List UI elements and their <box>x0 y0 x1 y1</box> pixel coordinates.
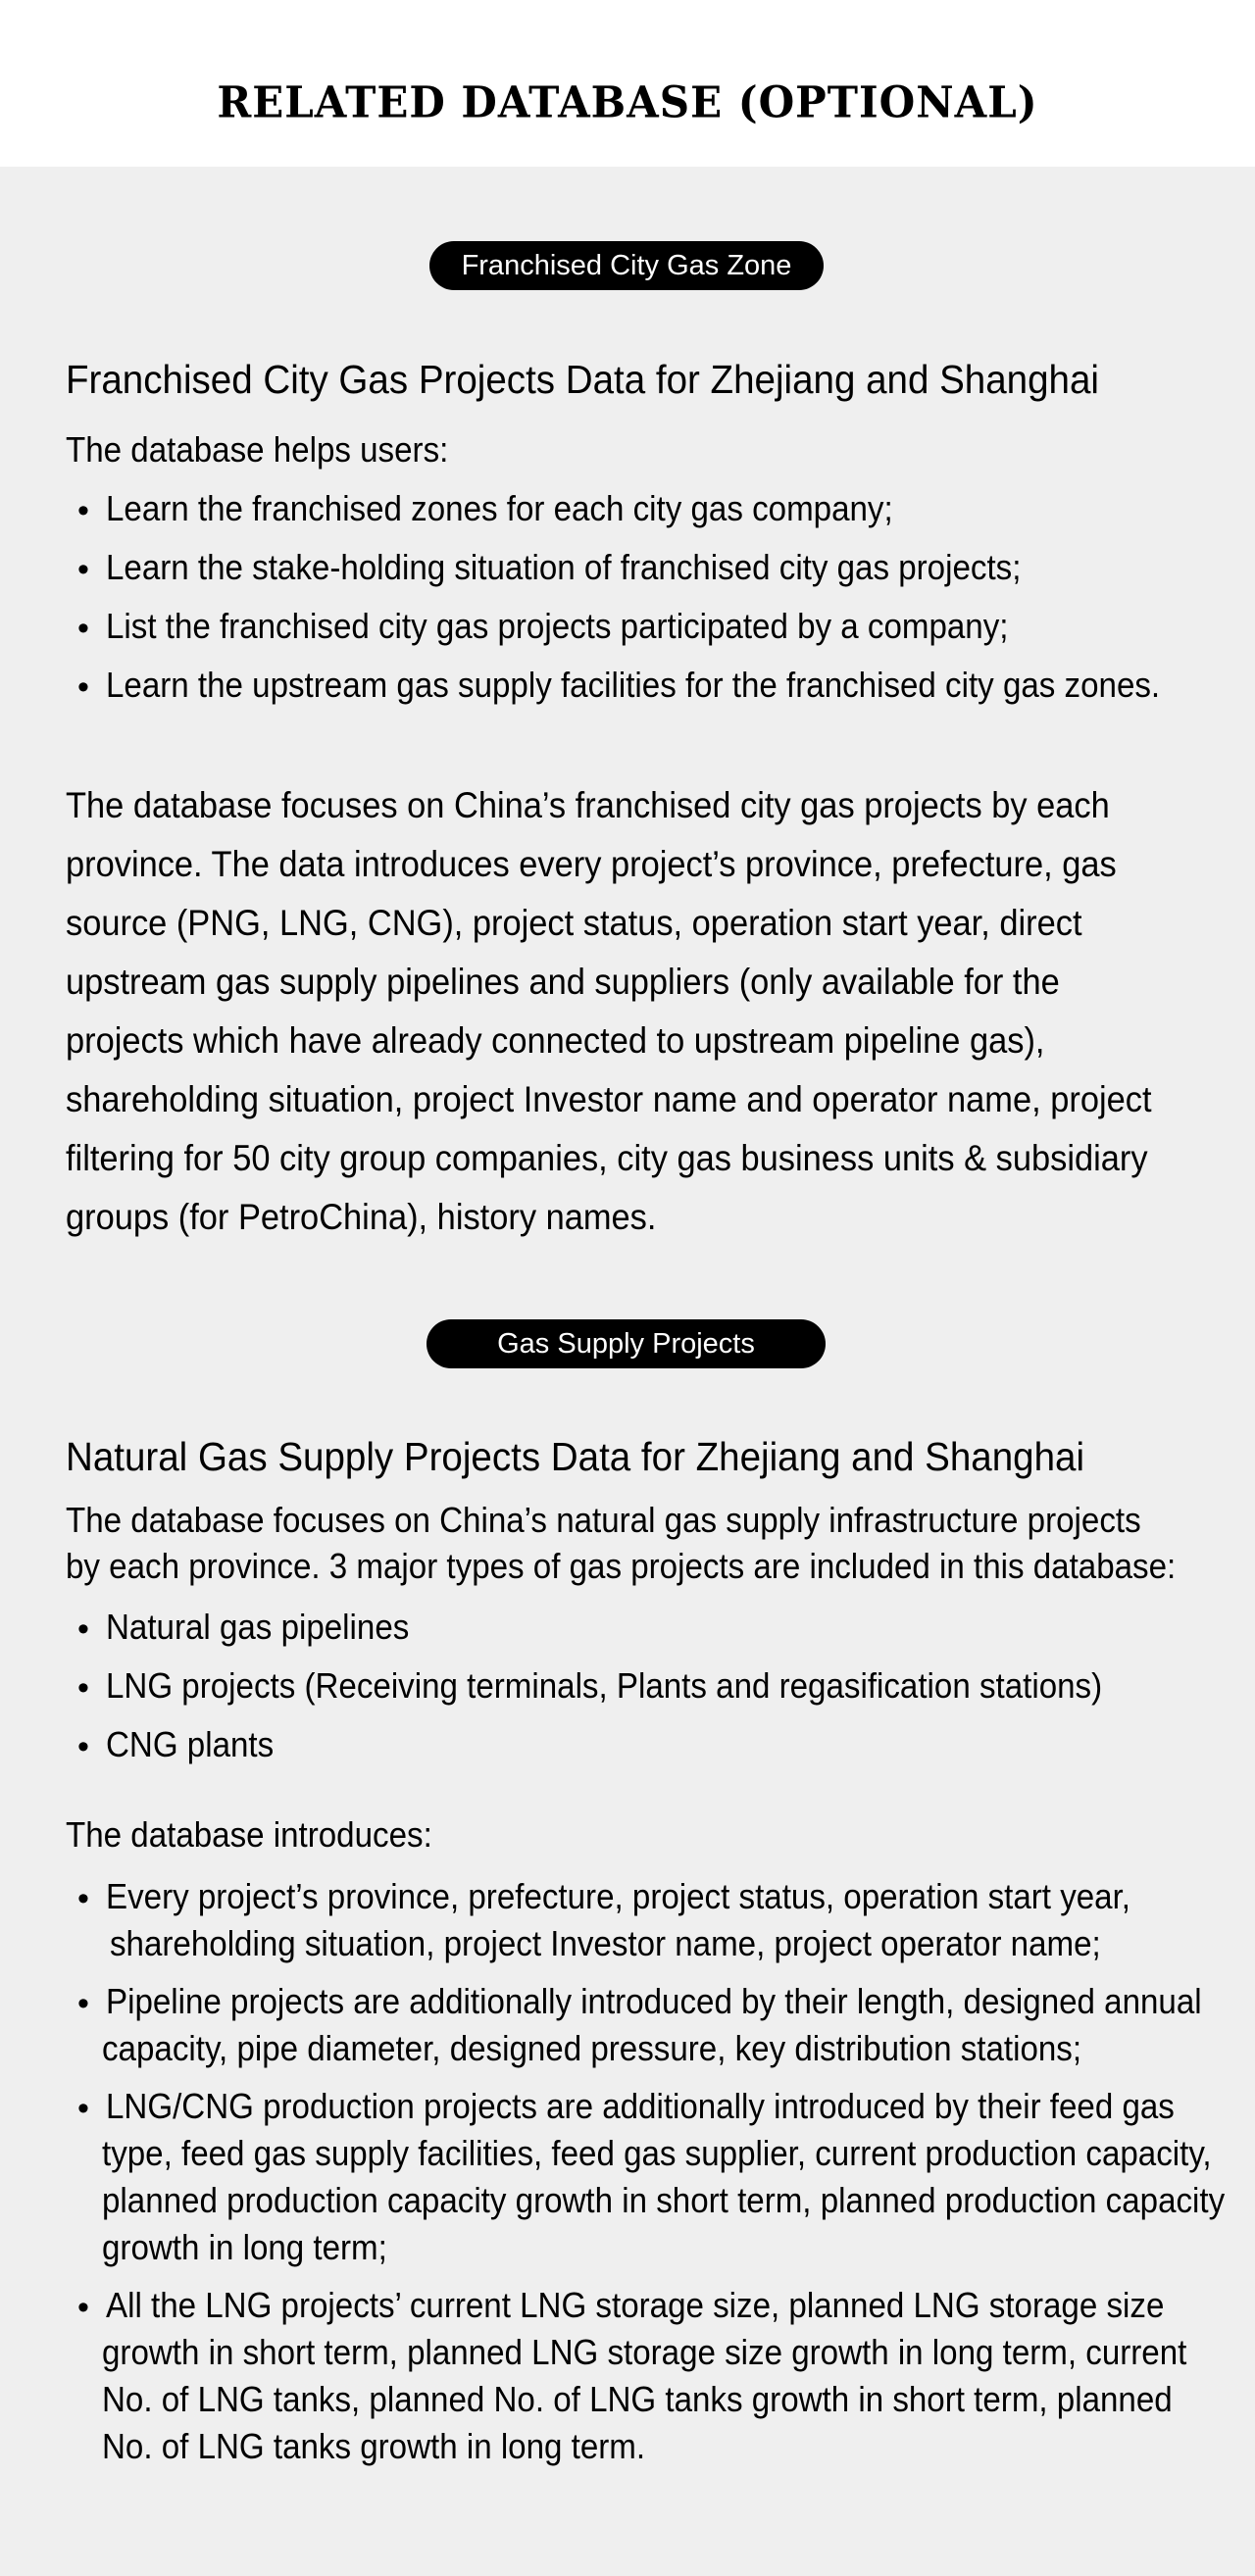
bullet-icon: • <box>77 492 89 529</box>
detail-line: growth in short term, planned LNG storage size growth in long term, current <box>102 2332 1187 2372</box>
paragraph-line: projects which have already connected to upstream pipeline gas), <box>66 1020 1045 1061</box>
section1-title: Franchised City Gas Projects Data for Zhejiang and Shanghai <box>66 357 1099 402</box>
paragraph-line: upstream gas supply pipelines and suppliers (only available for the <box>66 962 1060 1002</box>
detail-line: Every project’s province, prefecture, project status, operation start year, <box>106 1876 1131 1916</box>
detail-line: shareholding situation, project Investor name, project operator name; <box>110 1923 1101 1963</box>
paragraph-line: filtering for 50 city group companies, city gas business units & subsidiary <box>66 1138 1148 1178</box>
gas-supply-projects-badge: Gas Supply Projects <box>427 1319 826 1368</box>
detail-line: planned production capacity growth in short term, planned production capacity <box>102 2180 1226 2220</box>
bullet-icon: • <box>77 669 89 706</box>
gas-project-type: CNG plants <box>106 1724 275 1764</box>
section1-bullet: Learn the stake-holding situation of franchised city gas projects; <box>106 547 1022 587</box>
paragraph-line: The database focuses on China’s franchised city gas projects by each <box>66 785 1110 825</box>
gas-project-type: LNG projects (Receiving terminals, Plants and regasification stations) <box>106 1665 1103 1706</box>
section1-bullet: Learn the upstream gas supply facilities for the franchised city gas zones. <box>106 665 1161 705</box>
franchised-city-gas-zone-badge: Franchised City Gas Zone <box>429 241 824 290</box>
section2-intro-line: The database focuses on China’s natural gas supply infrastructure projects <box>66 1500 1141 1540</box>
bullet-icon: • <box>77 2289 89 2326</box>
bullet-icon: • <box>77 1985 89 2022</box>
section1-bullet: List the franchised city gas projects participated by a company; <box>106 606 1009 646</box>
introduces-label: The database introduces: <box>66 1814 432 1855</box>
bullet-icon: • <box>77 551 89 588</box>
detail-line: LNG/CNG production projects are additionally introduced by their feed gas <box>106 2086 1175 2126</box>
detail-line: capacity, pipe diameter, designed pressure, key distribution stations; <box>102 2028 1082 2068</box>
bullet-icon: • <box>77 1728 89 1765</box>
section2-title: Natural Gas Supply Projects Data for Zhejiang and Shanghai <box>66 1434 1085 1479</box>
paragraph-line: province. The data introduces every project’s province, prefecture, gas <box>66 844 1117 884</box>
bullet-icon: • <box>77 1610 89 1648</box>
bullet-icon: • <box>77 2090 89 2127</box>
detail-line: No. of LNG tanks growth in long term. <box>102 2426 646 2466</box>
detail-line: type, feed gas supply facilities, feed gas supplier, current production capacity, <box>102 2133 1212 2173</box>
section1-bullet: Learn the franchised zones for each city gas company; <box>106 488 893 528</box>
paragraph-line: groups (for PetroChina), history names. <box>66 1197 657 1237</box>
detail-line: growth in long term; <box>102 2227 387 2267</box>
bullet-icon: • <box>77 1880 89 1917</box>
bullet-icon: • <box>77 1669 89 1707</box>
bullet-icon: • <box>77 610 89 647</box>
page-title: RELATED DATABASE (OPTIONAL) <box>217 76 1038 128</box>
section2-intro-line: by each province. 3 major types of gas projects are included in this database: <box>66 1546 1177 1586</box>
paragraph-line: shareholding situation, project Investor name and operator name, project <box>66 1079 1152 1119</box>
detail-line: Pipeline projects are additionally introduced by their length, designed annual <box>106 1981 1202 2021</box>
section1-intro: The database helps users: <box>66 429 449 470</box>
detail-line: All the LNG projects’ current LNG storage size, planned LNG storage size <box>106 2285 1165 2325</box>
gas-project-type: Natural gas pipelines <box>106 1607 410 1647</box>
paragraph-line: source (PNG, LNG, CNG), project status, operation start year, direct <box>66 903 1082 943</box>
detail-line: No. of LNG tanks, planned No. of LNG tanks growth in short term, planned <box>102 2379 1173 2419</box>
